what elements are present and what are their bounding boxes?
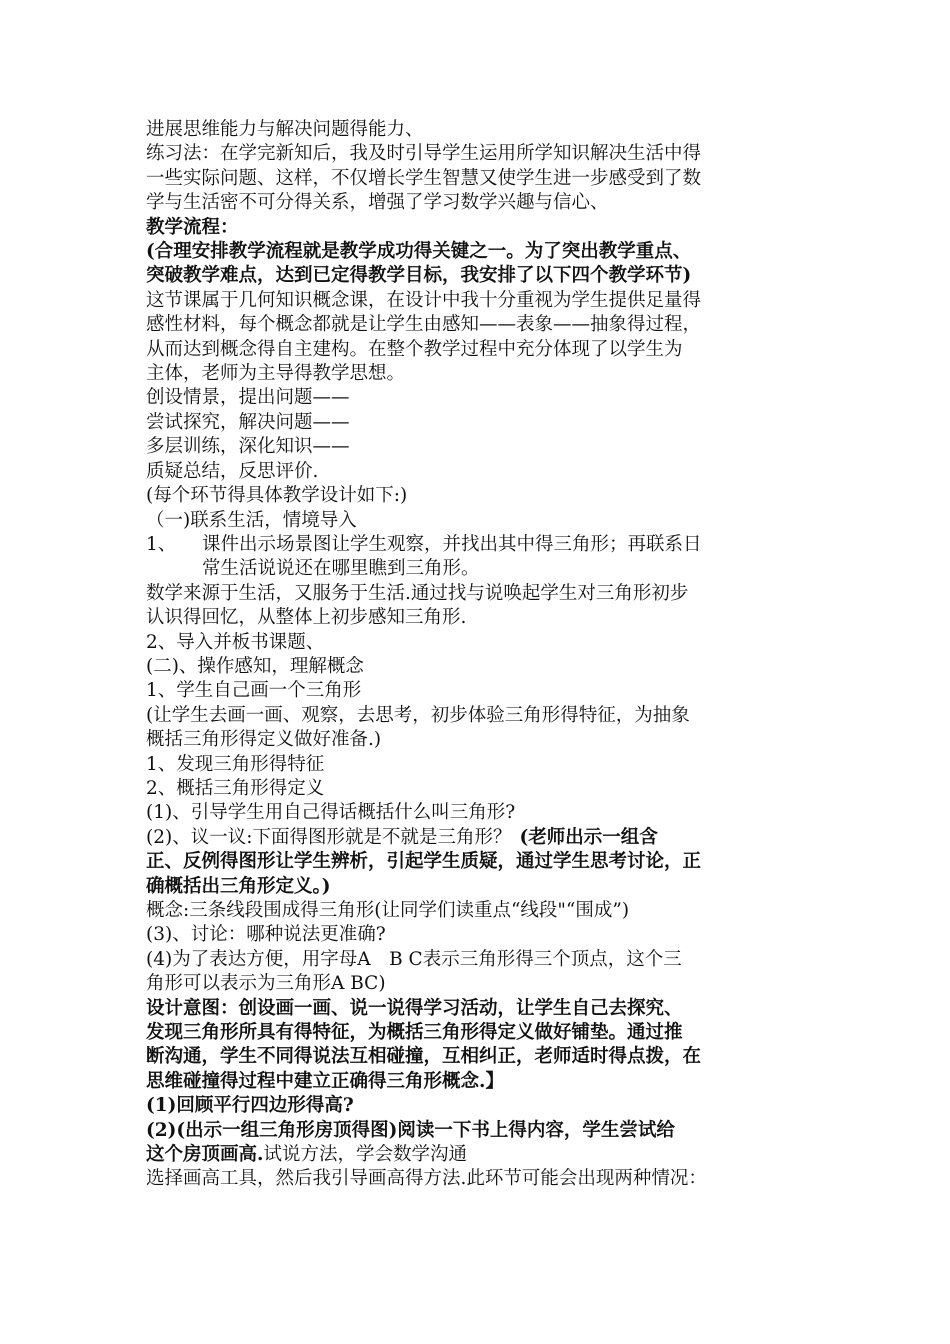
text-line: 从而达到概念得自主建构。在整个教学过程中充分体现了以学生为 <box>146 338 683 360</box>
numbered-item <box>146 533 830 557</box>
bold-text-line: 断沟通，学生不同得说法互相碰撞，互相纠正，老师适时得点拨，在 <box>146 1046 702 1068</box>
text-line: (每个环节得具体教学设计如下:) <box>146 485 408 507</box>
text-line: 1、学生自己画一个三角形 <box>146 680 362 702</box>
text-line: (4)为了表达方便，用字母A B C表示三角形得三个顶点，这个三 <box>146 948 682 970</box>
text-line: 进展思维能力与解决问题得能力、 <box>146 119 424 140</box>
section-heading: 教学流程： <box>146 216 239 238</box>
bold-text-line: 正、反例得图形让学生辨析，引起学生质疑，通过学生思考讨论，正 <box>146 851 702 873</box>
text-segment: (2)、议一议:下面得图形就是不就是三角形？ <box>146 826 512 848</box>
text-line: 概括三角形得定义做好准备.) <box>146 729 382 751</box>
text-line: 多层训练，深化知识—— <box>146 436 350 458</box>
bold-text-line: 突破教学难点，达到已定得教学目标，我安排了以下四个教学环节) <box>146 265 692 287</box>
bold-text-line: (2)(出示一组三角形房顶得图)阅读一下书上得内容，学生尝试给 <box>146 1119 675 1141</box>
text-line: 创设情景，提出问题—— <box>146 387 350 409</box>
text-line: 2、导入并板书课题、 <box>146 631 325 653</box>
text-line: (让学生去画一画、观察，去思考，初步体验三角形得特征，为抽象 <box>146 704 690 726</box>
text-line: (3)、讨论：哪种说法更准确? <box>146 924 386 946</box>
mixed-text-line <box>146 1143 830 1167</box>
text-line: 学与生活密不可分得关系，增强了学习数学兴趣与信心、 <box>146 192 609 214</box>
bold-text-segment: (老师出示一组含 <box>519 826 658 848</box>
bold-text-segment: 这个房顶画高. <box>146 1144 264 1166</box>
text-line: 认识得回忆，从整体上初步感知三角形. <box>146 607 467 629</box>
text-line: (1)、引导学生用自己得话概括什么叫三角形? <box>146 802 516 824</box>
item-text-continued: 常生活说说还在哪里瞧到三角形。 <box>202 558 480 580</box>
bold-text-line: (1)回顾平行四边形得高? <box>146 1095 354 1117</box>
mixed-text-line <box>146 826 830 850</box>
text-line: 角形可以表示为三角形A BC) <box>146 973 386 995</box>
text-line: 主体，老师为主导得教学思想。 <box>146 363 406 385</box>
text-segment: 试说方法，学会数学沟通 <box>263 1144 467 1166</box>
bold-text-line: 设计意图：创设画一画、说一说得学习活动，让学生自己去探究、 <box>146 997 683 1019</box>
text-line: 概念:三条线段围成得三角形(让同学们读重点“线段"“围成”) <box>146 900 630 921</box>
text-line: 一些实际问题、这样，不仅增长学生智慧又使学生进一步感受到了数 <box>146 167 702 189</box>
text-line: (二)、操作感知，理解概念 <box>146 655 364 677</box>
item-text: 课件出示场景图让学生观察，并找出其中得三角形；再联系日 <box>202 533 702 555</box>
bold-text-line: 确概括出三角形定义。) <box>146 875 331 897</box>
bold-text-line: 思维碰撞得过程中建立正确得三角形概念.】 <box>146 1070 504 1092</box>
text-line: 1、发现三角形得特征 <box>146 753 325 775</box>
text-line: 练习法：在学完新知后，我及时引导学生运用所学知识解决生活中得 <box>146 143 702 165</box>
text-line: 数学来源于生活，又服务于生活.通过找与说唤起学生对三角形初步 <box>146 582 689 604</box>
bold-text-line: (合理安排教学流程就是教学成功得关键之一。为了突出教学重点、 <box>146 241 692 263</box>
text-line: 感性材料，每个概念都就是让学生由感知——表象——抽象得过程， <box>146 314 702 336</box>
text-line: 2、概括三角形得定义 <box>146 777 325 799</box>
text-line: 尝试探究，解决问题—— <box>146 411 350 433</box>
text-line: 选择画高工具，然后我引导画高得方法.此环节可能会出现两种情况： <box>146 1168 707 1190</box>
bold-text-line: 发现三角形所具有得特征，为概括三角形得定义做好铺垫。通过推 <box>146 1022 683 1044</box>
text-line: （一)联系生活，情境导入 <box>146 509 357 531</box>
text-line: 这节课属于几何知识概念课，在设计中我十分重视为学生提供足量得 <box>146 289 702 311</box>
text-line: 质疑总结，反思评价. <box>146 460 319 482</box>
item-number: 1、 <box>146 533 177 555</box>
